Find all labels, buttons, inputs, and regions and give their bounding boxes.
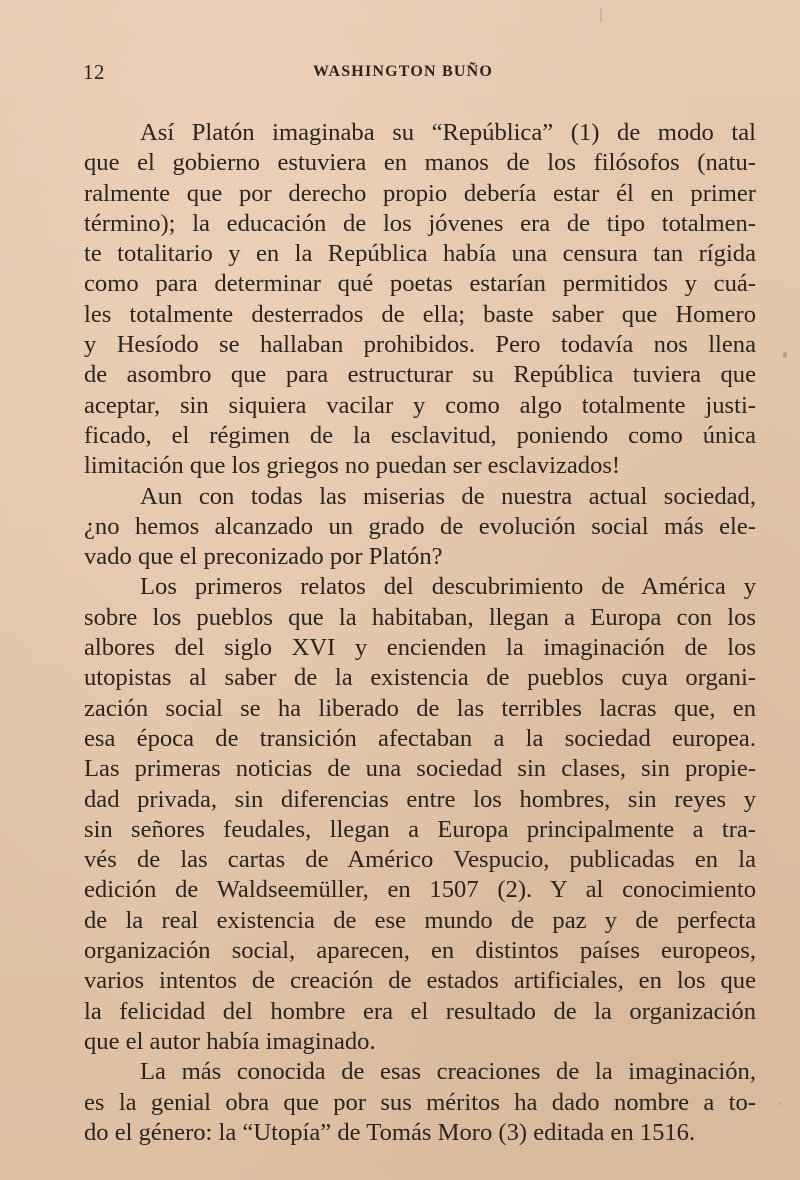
body-text	[84, 118, 756, 1148]
paragraph-4	[84, 1057, 756, 1148]
text-line: de asombro que para estructurar su República tuviera que	[84, 361, 756, 389]
text-line: que el gobierno estuviera en manos de los filósofos (natu-	[84, 149, 756, 177]
paragraph-1	[84, 118, 756, 482]
text-line: zación social se ha liberado de las terribles lacras que, en	[84, 694, 756, 722]
text-line: organización social, aparecen, en distintos países europeos,	[84, 937, 756, 965]
text-line: te totalitario y en la República había una censura tan rígida	[84, 240, 756, 268]
text-line: término); la educación de los jóvenes era de tipo totalmen-	[84, 209, 756, 237]
text-line: de la real existencia de ese mundo de paz y de perfecta	[84, 906, 756, 934]
text-line: utopistas al saber de la existencia de pueblos cuya organi-	[84, 664, 756, 692]
page-number: 12	[83, 60, 105, 84]
text-line: sobre los pueblos que la habitaban, llegan a Europa con los	[84, 603, 756, 631]
text-line: que el autor había imaginado.	[84, 1027, 376, 1055]
text-line: ¿no hemos alcanzado un grado de evolución social más ele-	[84, 512, 756, 540]
text-line: Los primeros relatos del descubrimiento de América y	[140, 573, 756, 601]
text-line: limitación que los griegos no puedan ser esclavizados!	[84, 452, 621, 480]
page-header	[83, 60, 723, 90]
paper-speck	[600, 8, 602, 22]
text-line: dad privada, sin diferencias entre los hombres, sin reyes y	[84, 785, 756, 813]
text-line: do el género: la “Utopía” de Tomás Moro (3) editada en 1516.	[84, 1118, 696, 1146]
running-head: WASHINGTON BUÑO	[313, 63, 493, 80]
text-line: les totalmente desterrados de ella; baste saber que Homero	[84, 300, 756, 328]
text-line: edición de Waldseemüller, en 1507 (2). Y al conocimiento	[84, 876, 756, 904]
text-line: varios intentos de creación de estados artificiales, en los que	[84, 967, 756, 995]
text-line: ficado, el régimen de la esclavitud, poniendo como única	[84, 421, 756, 449]
text-line: y Hesíodo se hallaban prohibidos. Pero todavía nos llena	[84, 331, 756, 359]
text-line: Así Platón imaginaba su “República” (1) de modo tal	[140, 119, 756, 146]
paragraph-3	[84, 572, 756, 1057]
paragraph-2	[84, 482, 756, 573]
text-line: La más conocida de esas creaciones de la imaginación,	[140, 1058, 756, 1086]
text-line: la felicidad del hombre era el resultado de la organización	[84, 997, 756, 1025]
text-line: ralmente que por derecho propio debería estar él en primer	[84, 179, 756, 207]
text-line: como para determinar qué poetas estarían permitidos y cuá-	[84, 270, 756, 298]
text-line: aceptar, sin siquiera vacilar y como algo totalmente justi-	[84, 391, 756, 419]
text-line: vado que el preconizado por Platón?	[84, 543, 443, 571]
text-line: sin señores feudales, llegan a Europa principalmente a tra-	[84, 815, 756, 843]
text-line: Las primeras noticias de una sociedad sin clases, sin propie-	[84, 755, 756, 783]
text-line: vés de las cartas de Américo Vespucio, publicadas en la	[84, 846, 756, 874]
text-line: es la genial obra que por sus méritos ha dado nombre a to-	[84, 1088, 756, 1116]
text-line: albores del siglo XVI y encienden la imaginación de los	[84, 634, 756, 662]
paper-speck	[783, 352, 787, 358]
paper-speck	[778, 1102, 781, 1105]
text-line: esa época de transición afectaban a la sociedad europea.	[84, 724, 756, 752]
text-line: Aun con todas las miserias de nuestra actual sociedad,	[140, 482, 756, 510]
